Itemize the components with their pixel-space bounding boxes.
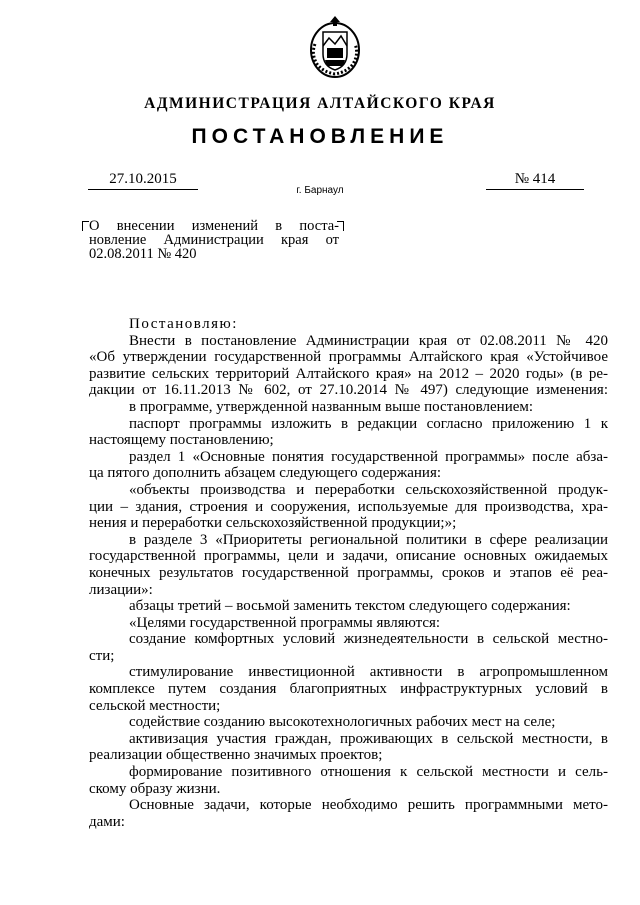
document-subject — [89, 219, 339, 261]
body-line: конечных результатов государственной программы, сроков и этапов её реа- — [89, 564, 608, 581]
document-date: 27.10.2015 — [88, 171, 198, 190]
body-line: в разделе 3 «Приоритеты региональной политики в сфере реализации — [129, 531, 608, 548]
body-line: лизации»: — [89, 581, 153, 598]
body-line: комплексе путем создания благоприятных инфраструктурных условий в — [89, 681, 608, 698]
body-line: сельской местности; — [89, 697, 221, 714]
body-line: формирование позитивного отношения к сельской местности и сель- — [129, 764, 608, 781]
document-type-title: ПОСТАНОВЛЕНИЕ — [191, 125, 449, 148]
subject-line: О внесении изменений в поста- — [89, 218, 339, 234]
subject-line: 02.08.2011 № 420 — [89, 246, 197, 262]
body-line: сти; — [89, 647, 115, 664]
document-body — [89, 316, 608, 830]
body-line: реализации общественно значимых проектов; — [89, 747, 383, 764]
body-line: активизация участия граждан, проживающих в сельской местности, в — [129, 730, 608, 747]
body-line: скому образу жизни. — [89, 780, 221, 797]
body-line: настоящему постановлению; — [89, 432, 274, 449]
body-line: «объекты производства и переработки сельскохозяйственной продук- — [129, 481, 608, 498]
body-line: раздел 1 «Основные понятия государственной программы» после абза- — [129, 448, 608, 465]
body-line: абзацы третий – восьмой заменить текстом следующего содержания: — [129, 598, 571, 615]
body-line: «Об утверждении государственной программы Алтайского края «Устойчивое — [89, 349, 608, 366]
decree-word: Постановляю: — [129, 316, 238, 332]
city-name: г. Барнаул — [296, 185, 344, 196]
body-line: государственной программы, цели и задачи, описание основных ожидаемых — [89, 548, 608, 565]
body-line: нения и переработки сельскохозяйственной продукции;»; — [89, 515, 457, 532]
coat-of-arms-emblem-icon — [307, 14, 363, 80]
body-line: дами: — [89, 813, 125, 830]
body-line: Внести в постановление Администрации края от 02.08.2011 № 420 — [129, 332, 608, 349]
body-line: содействие созданию высокотехнологичных рабочих мест на селе; — [129, 714, 556, 731]
organization-name: АДМИНИСТРАЦИЯ АЛТАЙСКОГО КРАЯ — [144, 95, 496, 112]
body-line: «Целями государственной программы являются: — [129, 614, 441, 631]
body-line: Основные задачи, которые необходимо решить программными мето- — [129, 797, 608, 814]
subject-bracket-left — [82, 221, 89, 231]
body-line: ции – здания, строения и сооружения, используемые для производства, хра- — [89, 498, 608, 515]
body-line: в программе, утвержденной названным выше постановлением: — [129, 398, 534, 415]
body-line: создание комфортных условий жизнедеятельности в сельской местно- — [129, 631, 608, 648]
subject-line: новление Администрации края от — [89, 232, 339, 248]
body-line: ца пятого дополнить абзацем следующего содержания: — [89, 465, 442, 482]
body-line: паспорт программы изложить в редакции согласно приложению 1 к — [129, 415, 608, 432]
body-line: дакции от 16.11.2013 № 602, от 27.10.2014 № 497) следующие изменения: — [89, 382, 608, 399]
body-line: стимулирование инвестиционной активности в агропромышленном — [129, 664, 608, 681]
document-number: № 414 — [486, 171, 584, 190]
body-line: развитие сельских территорий Алтайского края» на 2012 – 2020 годы» (в ре- — [89, 365, 608, 382]
